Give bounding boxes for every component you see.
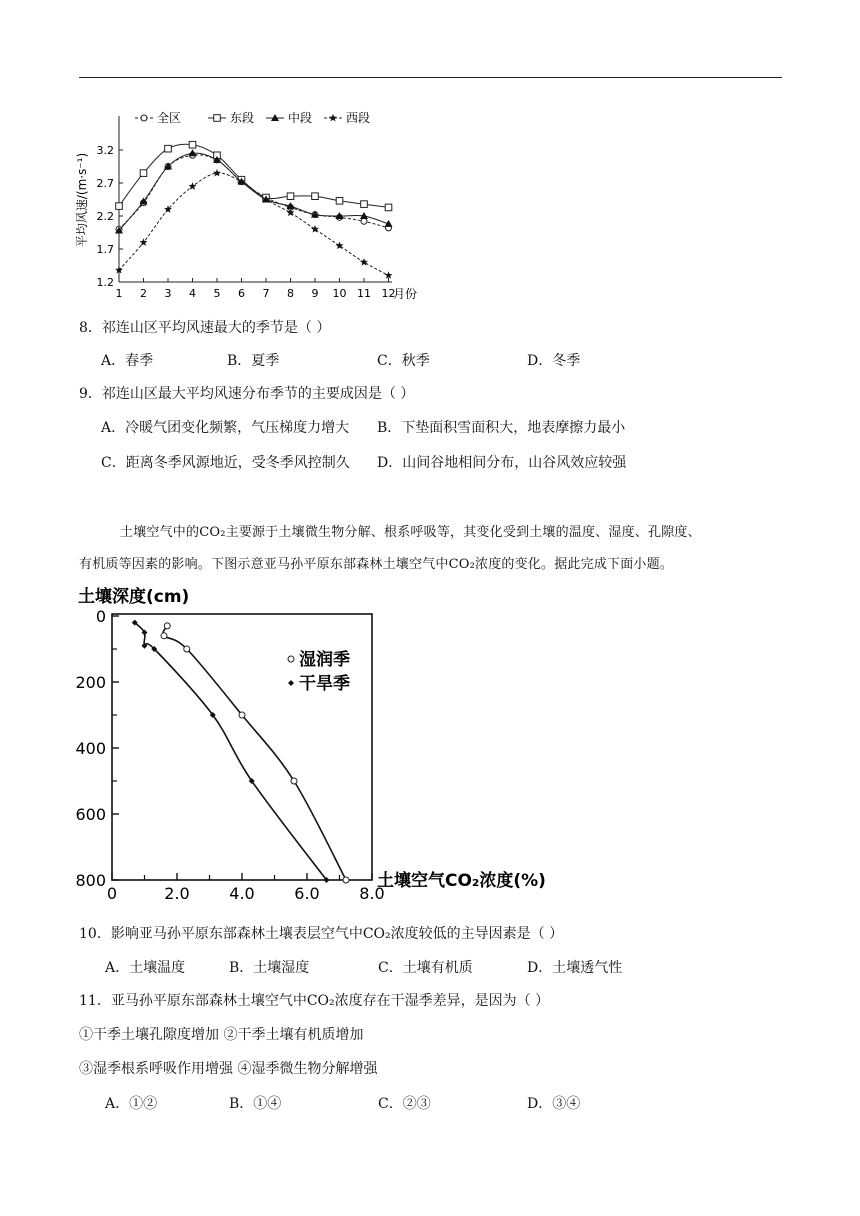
- chart1-x-unit: 月份: [393, 287, 418, 300]
- q9-option-b[interactable]: B．下垫面积雪面积大，地表摩擦力最小: [377, 420, 626, 436]
- chart1-xtick-label: 6: [238, 287, 245, 300]
- chart1-ytick-label: 3.2: [96, 144, 114, 157]
- chart2-ytick-label: 800: [75, 871, 106, 890]
- chart2-point-s1: [164, 623, 170, 629]
- q10-option-b[interactable]: B．土壤湿度: [229, 960, 310, 976]
- header-rule: [79, 77, 782, 78]
- chart1-point-s2: [287, 193, 294, 200]
- chart1-ytick-label: 2.2: [96, 210, 114, 223]
- q9-stem: 9．祁连山区最大平均风速分布季节的主要成因是（ ）: [79, 386, 415, 402]
- q11-stem: 11．亚马孙平原东部森林土壤空气中CO₂浓度存在干湿季差异，是因为（ ）: [79, 993, 550, 1009]
- chart2-point-s1: [239, 712, 245, 718]
- chart1-xtick-label: 8: [287, 287, 294, 300]
- chart1-xtick-label: 5: [213, 287, 221, 300]
- q11-statement-line-1: ①干季土壤孔隙度增加 ②干季土壤有机质增加: [79, 1027, 364, 1043]
- chart1-xtick-label: 7: [262, 287, 270, 300]
- chart1-point-s2: [140, 170, 147, 177]
- chart1-ytick-label: 1.2: [96, 276, 114, 289]
- wind-speed-chart: [70, 100, 450, 300]
- chart1-point-s2: [312, 193, 319, 200]
- q8-option-c[interactable]: C．秋季: [377, 353, 430, 369]
- chart2-ytick-label: 400: [75, 739, 106, 758]
- q8-option-b[interactable]: B．夏季: [227, 353, 280, 369]
- chart1-point-s4: [213, 169, 221, 177]
- chart1-xtick-label: 2: [140, 287, 147, 300]
- chart2-ylabel: 土壤深度(cm): [78, 587, 190, 607]
- chart1-xtick-label: 10: [332, 287, 347, 300]
- chart1-point-s2: [361, 201, 368, 208]
- chart1-legend-label: 西段: [346, 111, 371, 125]
- chart2-ytick-label: 600: [75, 805, 106, 824]
- chart2-ytick-label: 0: [95, 607, 106, 626]
- chart2-xtick-label: 6.0: [294, 884, 320, 903]
- chart1-xtick-label: 12: [381, 287, 396, 300]
- q11-option-a[interactable]: A．①②: [105, 1096, 158, 1112]
- chart1-series-line-2: [119, 144, 389, 207]
- chart2-legend-marker: [288, 656, 294, 662]
- chart1-xtick-label: 4: [189, 287, 196, 300]
- chart1-point-s4: [385, 271, 393, 279]
- chart1-legend-marker: [329, 114, 337, 122]
- chart1-xtick-label: 3: [164, 287, 172, 300]
- q11-option-d[interactable]: D．③④: [527, 1096, 581, 1112]
- chart2-series-line-2: [135, 623, 327, 880]
- chart1-xtick-label: 9: [311, 287, 319, 300]
- chart2-xtick-label: 0: [106, 884, 118, 903]
- q11-statement-line-2: ③湿季根系呼吸作用增强 ④湿季微生物分解增强: [79, 1061, 378, 1077]
- chart1-legend-marker: [141, 115, 147, 121]
- chart1-xtick-label: 1: [115, 287, 123, 300]
- chart1-xtick-label: 11: [357, 287, 371, 300]
- chart1-point-s4: [189, 182, 197, 190]
- q8-option-d[interactable]: D．冬季: [527, 353, 581, 369]
- chart2-point-s1: [291, 778, 297, 784]
- chart1-point-s1: [361, 218, 367, 224]
- chart2-point-s1: [184, 646, 190, 652]
- chart1-point-s2: [165, 145, 172, 152]
- q9-option-c[interactable]: C．距离冬季风源地近，受冬季风控制久: [101, 455, 350, 471]
- chart1-point-s2: [116, 203, 123, 210]
- passage-line-1: 土壤空气中的CO₂主要源于土壤微生物分解、根系呼吸等，其变化受到土壤的温度、湿度、孔隙度、: [120, 525, 701, 540]
- q8-option-a[interactable]: A．春季: [101, 353, 154, 369]
- q11-option-b[interactable]: B．①④: [229, 1096, 282, 1112]
- chart1-point-s2: [189, 141, 196, 148]
- chart2-legend-label: 干旱季: [299, 674, 350, 694]
- q10-stem: 10．影响亚马孙平原东部森林土壤表层空气中CO₂浓度较低的主导因素是（ ）: [79, 926, 564, 942]
- q9-option-d[interactable]: D．山间谷地相间分布，山谷风效应较强: [377, 455, 627, 471]
- chart2-point-s1: [161, 633, 167, 639]
- chart2-ytick-label: 200: [75, 673, 106, 692]
- chart2-legend-marker: [288, 680, 294, 686]
- soil-co2-chart: [72, 582, 572, 907]
- chart1-point-s2: [336, 198, 343, 205]
- chart1-legend-marker: [214, 115, 221, 122]
- chart1-ylabel: 平均风速/(m·s⁻¹): [75, 152, 89, 248]
- chart2-xlabel: 土壤空气CO₂浓度(%): [377, 871, 546, 891]
- q10-option-d[interactable]: D．土壤透气性: [527, 960, 623, 976]
- chart2-point-s1: [343, 877, 349, 883]
- q10-option-a[interactable]: A．土壤温度: [105, 960, 186, 976]
- chart1-legend-label: 全区: [157, 111, 182, 125]
- chart1-legend-label: 中段: [288, 111, 313, 125]
- chart2-legend-label: 湿润季: [299, 650, 350, 670]
- chart1-point-s4: [287, 209, 295, 217]
- chart2-xtick-label: 8.0: [359, 884, 385, 903]
- q9-option-a[interactable]: A．冷暖气团变化频繁，气压梯度力增大: [101, 420, 350, 436]
- q11-option-c[interactable]: C．②③: [378, 1096, 431, 1112]
- chart1-series-line-4: [119, 173, 389, 275]
- chart1-point-s2: [385, 204, 392, 211]
- q8-stem: 8．祁连山区平均风速最大的季节是（ ）: [79, 320, 331, 336]
- chart1-ytick-label: 1.7: [96, 243, 114, 256]
- chart2-xtick-label: 4.0: [229, 884, 255, 903]
- passage-line-2: 有机质等因素的影响。下图示意亚马孙平原东部森林土壤空气中CO₂浓度的变化。据此完成下面小题。: [79, 557, 674, 572]
- chart1-point-s4: [360, 258, 368, 266]
- q10-option-c[interactable]: C．土壤有机质: [378, 960, 473, 976]
- chart1-legend-label: 东段: [230, 111, 255, 125]
- chart2-xtick-label: 2.0: [164, 884, 190, 903]
- chart1-ytick-label: 2.7: [96, 177, 114, 190]
